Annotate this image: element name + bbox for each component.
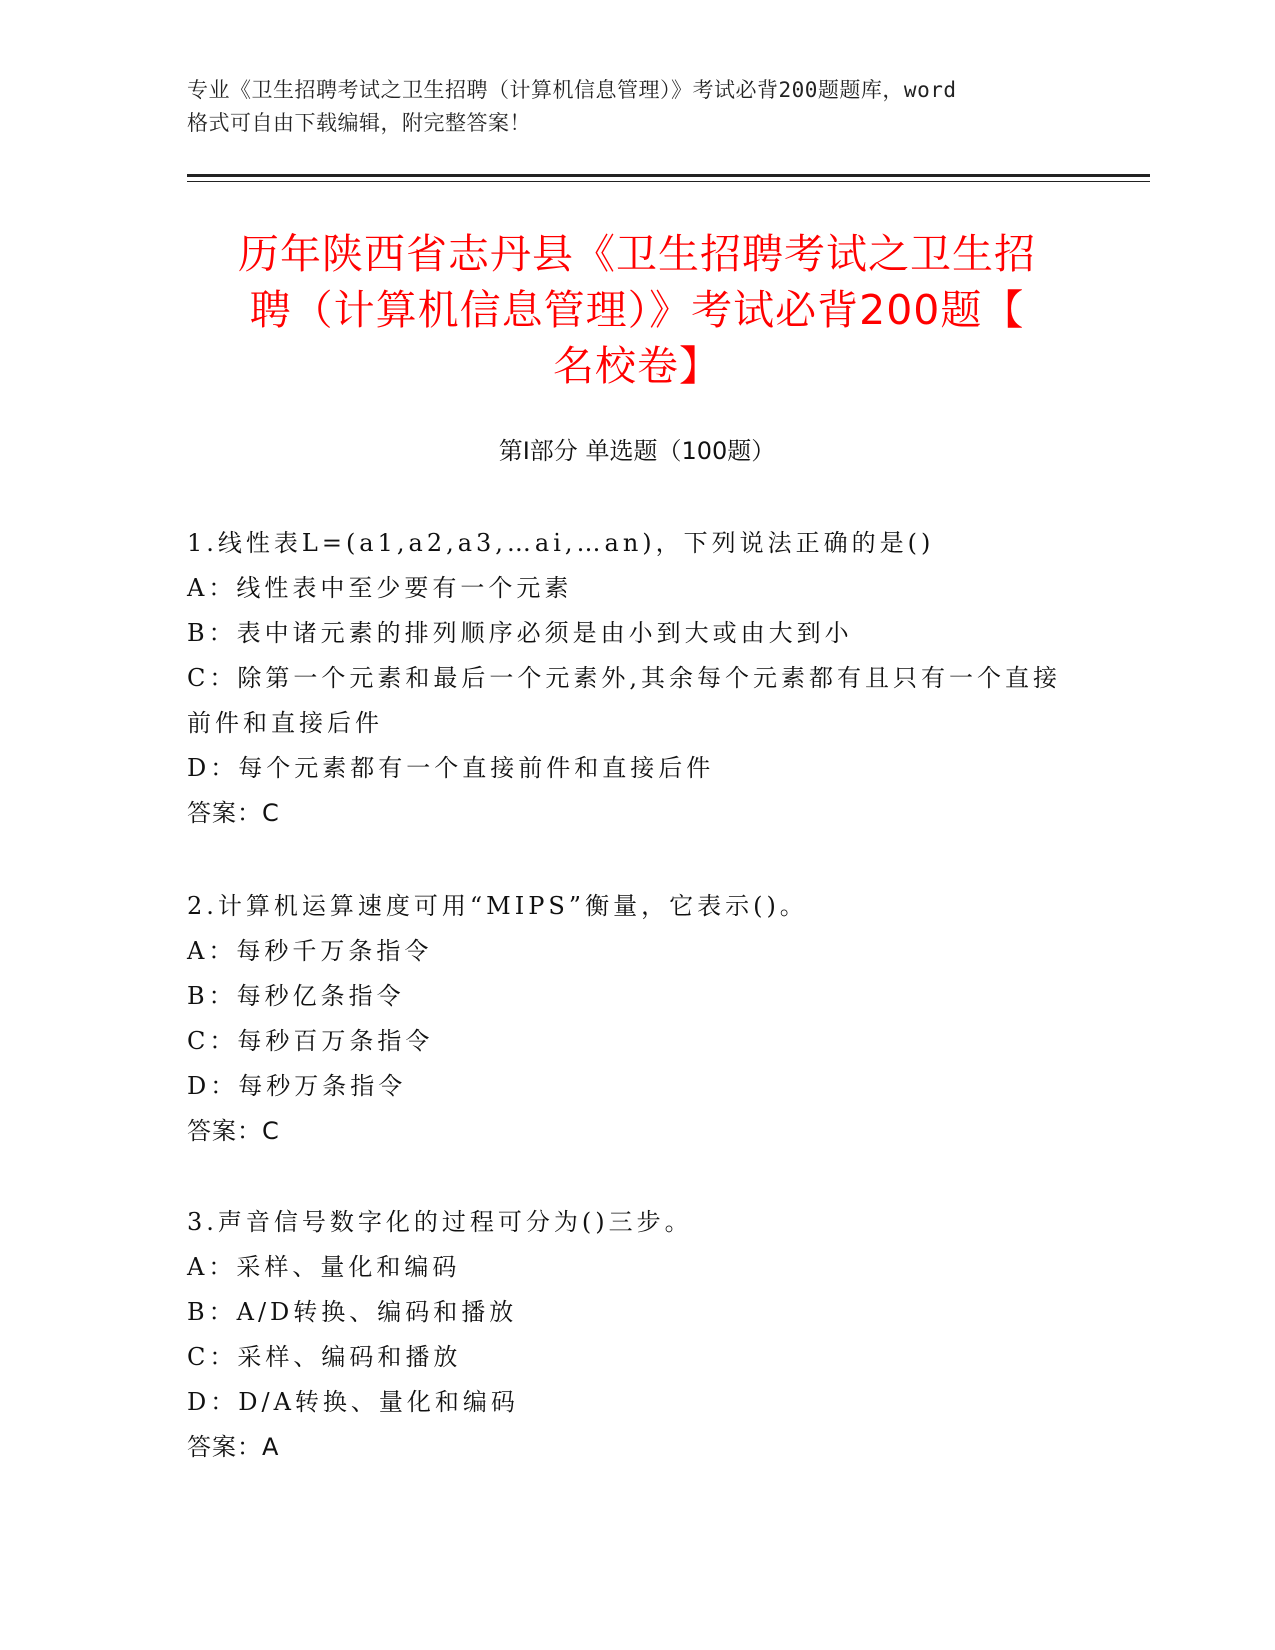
option-b: B：表中诸元素的排列顺序必须是由小到大或由大到小 — [187, 619, 853, 647]
header-note — [187, 74, 1087, 140]
option-d: D：每秒万条指令 — [187, 1072, 407, 1100]
document-title-line-1: 历年陕西省志丹县《卫生招聘考试之卫生招 — [238, 230, 1036, 278]
option-d: D：D/A转换、量化和编码 — [187, 1388, 519, 1416]
header-note-line-2: 格式可自由下载编辑，附完整答案！ — [187, 111, 531, 135]
document-title — [187, 226, 1087, 394]
question-3 — [187, 1200, 1087, 1470]
option-a: A：采样、量化和编码 — [187, 1253, 461, 1281]
question-stem: 2.计算机运算速度可用“MIPS”衡量，它表示()。 — [187, 892, 808, 920]
document-title-line-2: 聘（计算机信息管理）》考试必背200题【 — [249, 286, 1025, 334]
option-b: B：每秒亿条指令 — [187, 982, 405, 1010]
option-a: A：线性表中至少要有一个元素 — [187, 574, 573, 602]
option-c: C：每秒百万条指令 — [187, 1027, 434, 1055]
answer: 答案：A — [187, 1433, 280, 1461]
question-2 — [187, 884, 1087, 1154]
header-note-line-1: 专业《卫生招聘考试之卫生招聘（计算机信息管理）》考试必背200题题库，word — [187, 78, 957, 102]
option-a: A：每秒千万条指令 — [187, 937, 433, 965]
answer: 答案：C — [187, 799, 280, 827]
question-stem: 3.声音信号数字化的过程可分为()三步。 — [187, 1208, 693, 1236]
option-d: D：每个元素都有一个直接前件和直接后件 — [187, 754, 715, 782]
header-divider-thin — [187, 181, 1150, 182]
document-title-line-3: 名校卷】 — [553, 342, 721, 390]
option-b: B：A/D转换、编码和播放 — [187, 1298, 518, 1326]
question-1 — [187, 521, 1087, 836]
header-divider-thick — [187, 174, 1150, 177]
option-c: C：采样、编码和播放 — [187, 1343, 462, 1371]
option-c: C：除第一个元素和最后一个元素外,其余每个元素都有且只有一个直接前件和直接后件 — [187, 664, 1061, 737]
question-stem: 1.线性表L=(a1,a2,a3,…ai,…an)，下列说法正确的是() — [187, 529, 935, 557]
answer: 答案：C — [187, 1117, 280, 1145]
section-heading: 第Ⅰ部分 单选题（100题） — [498, 437, 776, 465]
